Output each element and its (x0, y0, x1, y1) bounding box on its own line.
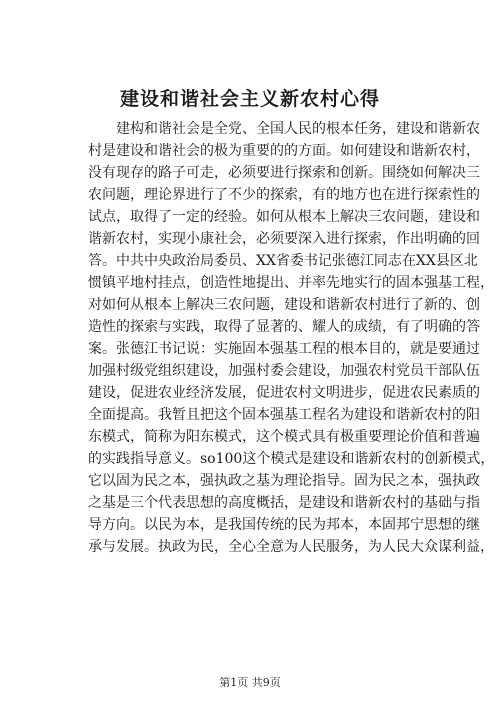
body-text-line: 案。张德江书记说：实施固本强基工程的根本目的，就是要通过 (88, 341, 480, 357)
body-text-line: 建设，促进农业经济发展，促进农村文明进步，促进农民素质的 (88, 385, 480, 401)
page-footer: 第1页 共9页 (219, 676, 281, 689)
body-text-line: 村是建设和谐社会的极为重要的的方面。如何建设和谐新农村， (88, 143, 480, 159)
body-text-line: 建构和谐社会是全党、全国人民的根本任务，建设和谐新农 (116, 121, 480, 137)
body-text-line: 试点，取得了一定的经验。如何从根本上解决三农问题，建设和 (88, 209, 480, 225)
body-text-line: 农问题，理论界进行了不少的探索，有的地方也在进行探索性的 (88, 187, 480, 203)
body-text-line: 谐新农村，实现小康社会，必须要深入进行探索，作出明确的回 (88, 231, 480, 247)
body-text-line: 没有现存的路子可走，必须要进行探索和创新。围绕如何解决三 (88, 165, 480, 181)
document-body (88, 118, 495, 558)
body-text-line: 的实践指导意义。so100这个模式是建设和谐新农村的创新模式， (88, 451, 495, 467)
body-text-line: 对如何从根本上解决三农问题，建设和谐新农村进行了新的、创 (88, 297, 480, 313)
body-text-line: 加强村级党组织建设，加强村委会建设，加强农村党员干部队伍 (88, 363, 480, 379)
body-text-line: 它以固为民之本，强执政之基为理论指导。固为民之本，强执政 (88, 473, 480, 489)
body-text-line: 承与发展。执政为民，全心全意为人民服务，为人民大众谋利益， (88, 539, 494, 555)
body-text-line: 造性的探索与实践，取得了显著的、耀人的成绩，有了明确的答 (88, 319, 480, 335)
body-text-line: 导方向。以民为本，是我国传统的民为邦本，本固邦宁思想的继 (88, 517, 480, 533)
document-title: 建设和谐社会主义新农村心得 (119, 88, 380, 110)
body-text-line: 全面提高。我暂且把这个固本强基工程名为建设和谐新农村的阳 (88, 407, 480, 423)
body-text-line: 东模式，简称为阳东模式，这个模式具有极重要理论价值和普遍 (88, 429, 480, 445)
body-text-line: 之基是三个代表思想的高度概括，是建设和谐新农村的基础与指 (88, 495, 480, 511)
body-text-line: 惯镇平地村挂点，创造性地提出、并率先地实行的固本强基工程， (88, 275, 494, 291)
body-text-line: 答。中共中央政治局委员、XX省委书记张德江同志在XX县区北 (88, 253, 478, 269)
